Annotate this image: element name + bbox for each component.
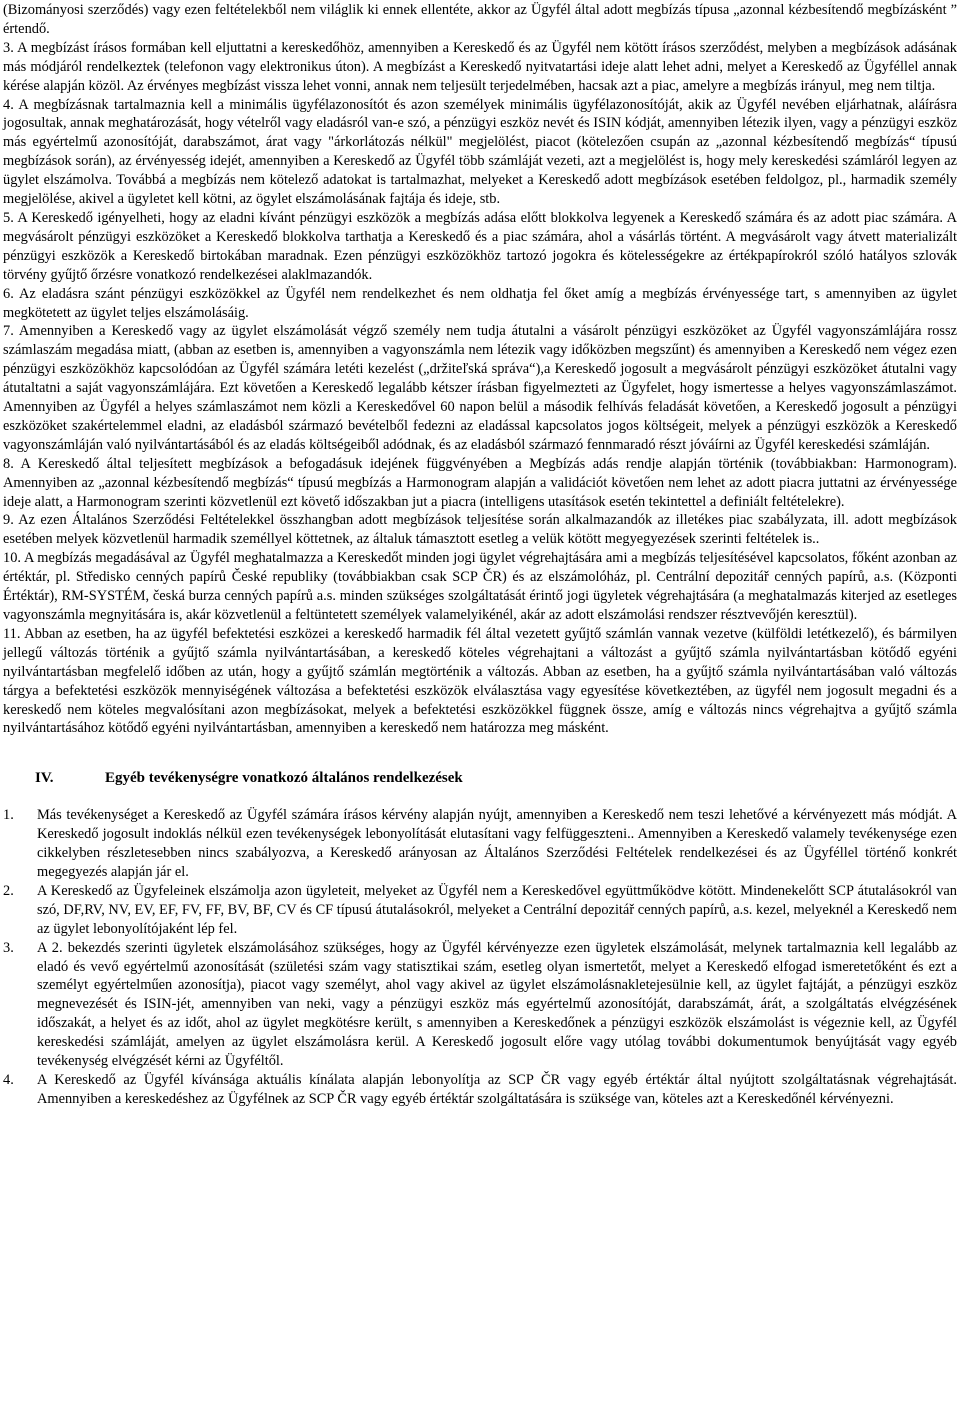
list-item-number: 2. xyxy=(3,882,14,899)
list-item-text: A Kereskedő az Ügyfeleinek elszámolja azon ügyleteit, melyeket az Ügyfél nem a Kereskedővel együttműködve kötött. Mindenekelőtt SCP átutalásokról van szó, DF,RV, NV, EV, EF, FV, FF, BV, BF, CV és CF típusú átutalásokról, melyeket a Centrální depozitář cenných papírů, a.s. kezel, melyeknél a Kereskedő nem az ügylet lebonyolítójaként lép fel. xyxy=(37,882,957,937)
section-4-list xyxy=(3,806,957,1109)
list-item-text: A Kereskedő az Ügyfél kívánsága aktuális kínálata alapján lebonyolítja az SCP ČR vagy egyéb értéktár által nyújtott szolgáltatásnak végrehajtását. Amennyiben a kereskedéshez az Ügyfélnek az SCP ČR vagy egyéb értéktár szolgáltatására is szüksége van, köteles azt a Kereskedőnél kérvényezni. xyxy=(37,1071,957,1107)
paragraph-11: 11. Abban az esetben, ha az ügyfél befektetési eszközei a kereskedő harmadik fél által vezetett gyűjtő számlán vannak vezetve (külföldi letétkezelő), és bármilyen jellegű változás történik a gyűjtő számla nyilvántartásában, a kereskedő köteles végrehajtani a változást a gyűjtő számla nyilvántartásban kötődő egyéni nyilvántartásban megfelelő időben az után, hogy a gyűjtő számlán megtörténik a változás. Abban az esetben, ha a gyűjtő számla nyilvántartásában való változás tárgya a befektetési eszközök mennyiségének változása a befektetési eszközök elválasztása vagy egyesítése következtében, az ügyfél nem jogosult megadni és a kereskedő nem köteles megvalósítani azon megbízásokat, melyek a befektetési eszközökkel függnek össze, amíg e változás nincs végrehajtva a gyűjtő számla nyilvántartásához kötődő egyéni nyilvántartásban, amennyiben a kereskedő nem határozza meg másként. xyxy=(3,625,957,737)
list-item xyxy=(3,806,957,882)
section-title: Egyéb tevékenységre vonatkozó általános rendelkezések xyxy=(105,770,463,787)
list-item-number: 3. xyxy=(3,939,14,956)
paragraph-9: 9. Az ezen Általános Szerződési Feltételekkel összhangban adott megbízások teljesítése során alkalmazandók az illetékes piac szabályzata, ill. adott megbízások esetében melyek közvetlenül harmadik személlyel köttetnek, az általuk támasztott esetleg a velük kötött megyegyezések szerinti feltételek is.. xyxy=(3,512,957,548)
list-item xyxy=(3,882,957,939)
paragraph-3: 3. A megbízást írásos formában kell eljuttatni a kereskedőhöz, amennyiben a Kereskedő és az Ügyfél nem kötött írásos szerződést, melyben a megbízások adásának más módjáról rendelkeztek (telefonon vagy elektronikus úton). A megbízást a Kereskedő nyitvatartási ideje alatt lehet adni, melyet a Kereskedő az Ügyféllel annak kérése alapján közöl. Az érvényes megbízást vissza lehet vonni, annak nem teljesült terjedelmében, hacsak azt a piac, amelyre a megbízás irányul, meg nem tiltja. xyxy=(3,39,957,94)
section-3-body xyxy=(3,1,957,738)
list-item-number: 1. xyxy=(3,807,14,824)
section-number: IV. xyxy=(35,770,54,787)
section-heading xyxy=(3,769,957,788)
paragraph-4: 4. A megbízásnak tartalmaznia kell a minimális ügyfélazonosítót és azon személyek minimális ügyfélazonosítóját, akik az Ügyfél nevében eljárhatnak, aláírásra jogosultak, annak meghatározását, hogy vételről vagy eladásról van-e szó, a pénzügyi eszköz nevét és ISIN kódját, amennyiben létezik ilyen, vagy a pénzügyi eszköz más egyértelmű azonosítóját, darabszámot, árat vagy "árkorlátozás nélkül" megjelölést, piacot (kötelezően csupán az „azonnal kézbesítendő megbízás“ típusú megbízások során), az érvényesség idejét, amennyiben a Kereskedő az Ügyfél több számláját vezeti, azt a megjelölést is, hogy mely kereskedési számláról legyen az ügylet elszámolva. Továbbá a megbízás nem kötelező adatokat is tartalmazhat, melyeket a Kereskedő adott megbízások esetében feldolgoz, pl., harmadik személy megjelölése, akivel a ügyletet kell kötni, az ögylet elszámolásának fajtája és ideje, stb. xyxy=(3,96,957,208)
paragraph-6: 6. Az eladásra szánt pénzügyi eszközökkel az Ügyfél nem rendelkezhet és nem oldhatja fel őket amíg a megbízás érvényessége tart, s amennyiben az ügylet megkötetett az ügylet teljes elszámolásáig. xyxy=(3,285,957,321)
list-item-number: 4. xyxy=(3,1071,14,1088)
list-item xyxy=(3,1071,957,1109)
list-item-text: A 2. bekezdés szerinti ügyletek elszámolásához szükséges, hogy az Ügyfél kérvényezze ezen ügyletek elszámolását, melynek tartalmaznia kell legalább az eladó és vevő egyértelmű azonosítását (születési szám vagy statisztikai szám, esetleg olyan ismertetőt, melyet a Kereskedő elfogad ismeretetőként és ezt a személyt egyértelműen azonosítja), piacot vagy személyt, ahol vagy akivel az ügylet elszámolásnakletejesülnie kell, az ügylet fajtáját, a pénzügyi eszköz megnevezését és ISIN-jét, amennyiben van neki, vagy a pénzügyi eszköz más egyértelmű azonosítóját, darabszámát, árát, a szolgáltatás elvégzésének időszakát, a helyet és az időt, ahol az ügylet megkötésre került, s amennyiben a Kereskedőnek a pénzügyi eszközök elszámolást is végeznie kell, az Ügyfél kereskedési számláját, amelyen az ügylet elszámolásra kerül. A Kereskedő jogosult előre vagy utólag további dokumentumok benyújtását vagy egyéb tevékenység elvégzését kérni az Ügyféltől. xyxy=(37,939,957,1070)
paragraph-10: 10. A megbízás megadásával az Ügyfél meghatalmazza a Kereskedőt minden jogi ügylet végrehajtására ami a megbízás teljesítésével kapcsolatos, főként azonban az értéktár, pl. Středisko cenných papírů České republiky (továbbiakban csak SCP ČR) és az elszámolóház, pl. Centrální depozitář cenných papírů, a.s. (Központi Értéktár), RM-SYSTÉM, česká burza cenných papírů a.s. minden szükséges szolgáltatását érintő jogi ügyletek végrehajtására (a meghatalmazás kiterjed az esetleges vagyonszámla megnyitására is, akár közvetlenül a feltüntetett személyek valamelyikénél, akár az adott elszámolási rendszer résztvevőjén keresztül). xyxy=(3,550,957,623)
paragraph-continuation: (Bizományosi szerződés) vagy ezen feltételekből nem világlik ki ennek ellentéte, akkor az Ügyfél által adott megbízás típusa „azonnal kézbesítendő megbízásként ” értendő. xyxy=(3,2,957,37)
document-page xyxy=(3,1,957,1109)
paragraph-5: 5. A Kereskedő igényelheti, hogy az eladni kívánt pénzügyi eszközök a megbízás adása előtt blokkolva legyenek a Kereskedő számára és az adott piac számára. A megvásárolt pénzügyi eszközöket a Kereskedő blokkolva tarthatja a Kereskedő és a piac számára, ahol a vásárlás történt. A megvásárolt vagy átvett materializált pénzügyi eszközök a Kereskedő birtokában maradnak. Ezen pénzügyi eszközökhöz tartozó jogokra és kötelességekre az értékpapírokról szóló hatályos szlovák törvény gyűjtő őrzésre vonatkozó rendelkezései alaklmazandók. xyxy=(3,209,957,283)
list-item xyxy=(3,939,957,1071)
list-item-text: Más tevékenységet a Kereskedő az Ügyfél számára írásos kérvény alapján nyújt, amennyiben a Kereskedő nem teszi lehetővé a kérvényezett más módját. A Kereskedő jogosult indoklás nélkül ezen tevékenységek lebonyolítását elutasítani vagy felfüggeszteni.. Amennyiben a Kereskedő valamely tevékenysége ezen cikkelyben részletesebben nincs szabályozva, a Kereskedő arányosan az Általános Szerződési Feltételek rendelkezései és az Ügyféllel történő konkrét megegyezés alapján jár el. xyxy=(37,807,957,880)
paragraph-7: 7. Amennyiben a Kereskedő vagy az ügylet elszámolását végző személy nem tudja átutalni a vásárolt pénzügyi eszközöket az Ügyfél vagyonszámlájára rossz számlaszám megadása miatt, (abban az esetben is, amennyiben a vagyonszámla nem létezik vagy időközben megszűnt) és amennyiben a Kereskedő nem végez ezen pénzügyi eszközökhöz kapcsolódóan az Ügyfél számára letéti kezelést („držiteľská správa“),a Kereskedő jogosult a megvásárolt pénzügyi eszközöket átutalni vagy átutaltatni a saját vagyonszámlájára. Ezt követően a Kereskedő legalább kétszer írásban figyelmezteti az Ügyfelet, hogy ismertesse a helyes vagyonszámlaszámot. Amennyiben az Ügyfél a helyes számlaszámot nem közli a Kereskedővel 60 napon belül a második felhívás feladását követően, a Kereskedő jogosult a pénzügyi eszközöket szakértelemmel eladni, az eladásból származó bevételből fedezni az eladással kapcsolatos jogos költségeit, melyek a pénzügyi eszközök a Kereskedő vagyonszámláján való nyilvántartásából és az eladás költségeiből adódnak, és az eladásból származó fennmaradó részt jóváírni az Ügyfél kereskedési számláján. xyxy=(3,323,957,453)
paragraph-8: 8. A Kereskedő által teljesített megbízások a befogadásuk idejének függvényében a Megbízás adás rendje alapján történik (továbbiakban: Harmonogram). Amennyiben az „azonnal kézbesítendő megbízás“ típusú megbízás a Harmonogram alapján a validációt követően nem lehet az adott piacra juttatni az érvényessége ideje alatt, a Harmonogram szerinti közvetlenül ezt követő időszakban jut a piacra (intelligens utasítások esetén tekintettel a definiált feltételekre). xyxy=(3,455,957,510)
